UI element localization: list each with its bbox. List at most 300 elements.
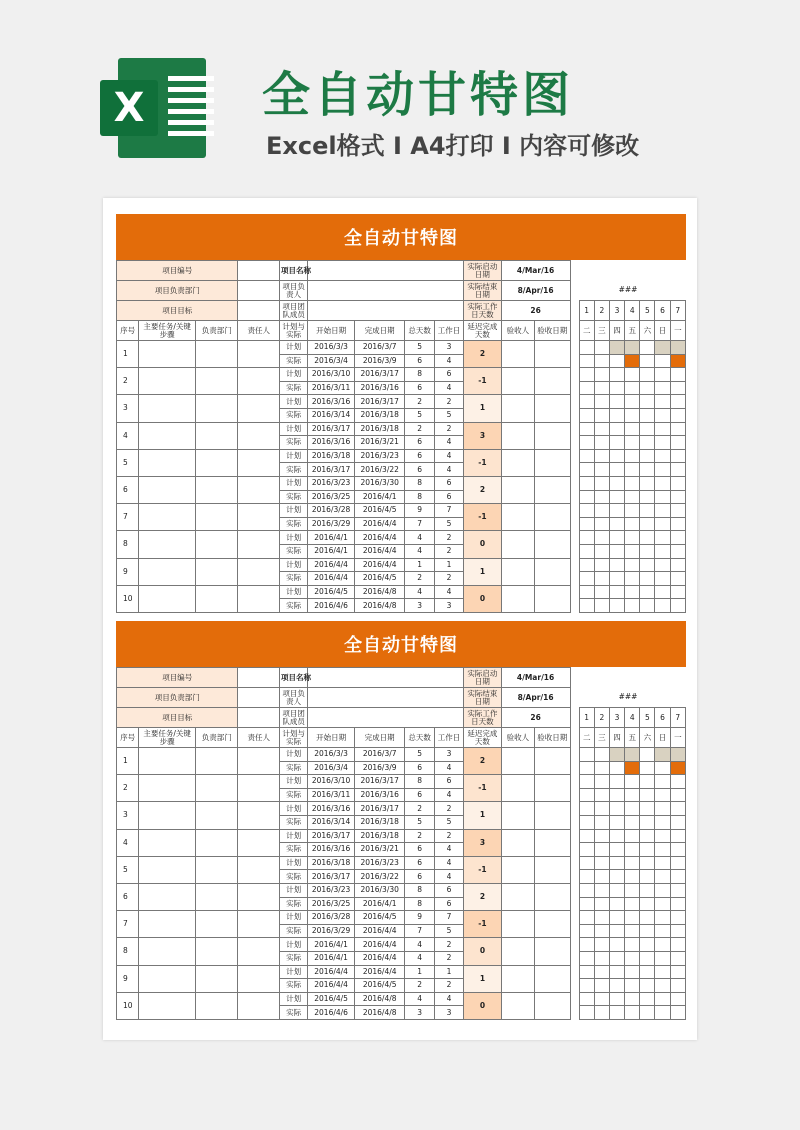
gantt-cell	[579, 572, 594, 586]
task-value: 2016/3/28	[308, 911, 355, 925]
gantt-cell	[670, 802, 685, 816]
task-value: 4	[434, 870, 463, 884]
task-dept	[195, 883, 238, 910]
acceptor	[501, 748, 534, 775]
gantt-cell	[655, 490, 670, 504]
gantt-cell	[625, 517, 640, 531]
task-value: 1	[434, 965, 463, 979]
start-date-value: 4/Mar/16	[501, 261, 570, 281]
gantt-cell	[640, 911, 655, 925]
weekday: 六	[640, 728, 655, 748]
gantt-cell	[609, 870, 624, 884]
gantt-cell	[579, 490, 594, 504]
gantt-cell	[655, 856, 670, 870]
goal-label: 项目目标	[117, 708, 238, 728]
task-value: 2016/4/5	[308, 585, 355, 599]
task-value: 6	[405, 354, 434, 368]
task-value: 2016/3/17	[308, 422, 355, 436]
gantt-cell	[670, 992, 685, 1006]
gantt-cell	[579, 924, 594, 938]
gantt-cell	[640, 368, 655, 382]
accept-date	[535, 585, 570, 612]
task-value: 8	[405, 883, 434, 897]
task-dept	[195, 585, 238, 612]
plan-type: 实际	[279, 463, 307, 477]
task-name	[139, 368, 196, 395]
gantt-cell	[594, 585, 609, 599]
gantt-cell	[579, 599, 594, 613]
task-value: 2016/4/6	[308, 1006, 355, 1020]
gantt-cell	[640, 558, 655, 572]
plan-type: 计划	[279, 965, 307, 979]
gantt-cell	[640, 381, 655, 395]
weekday: 五	[625, 321, 640, 341]
gantt-cell	[670, 856, 685, 870]
gantt-cell	[670, 843, 685, 857]
task-owner	[238, 802, 280, 829]
task-name	[139, 883, 196, 910]
gantt-cell	[594, 544, 609, 558]
task-value: 2	[434, 829, 463, 843]
gantt-cell	[609, 938, 624, 952]
gantt-cell	[609, 992, 624, 1006]
day-number: 1	[579, 708, 594, 728]
gantt-cell	[655, 395, 670, 409]
plan-type: 实际	[279, 951, 307, 965]
gantt-cell	[670, 341, 685, 355]
gantt-cell	[670, 938, 685, 952]
gantt-cell	[625, 408, 640, 422]
task-row	[117, 585, 686, 599]
task-name	[139, 775, 196, 802]
task-owner	[238, 368, 280, 395]
overflow-hash: ###	[618, 692, 638, 702]
task-value: 4	[434, 761, 463, 775]
task-dept	[195, 748, 238, 775]
gantt-cell	[609, 815, 624, 829]
task-value: 9	[405, 911, 434, 925]
task-row	[117, 938, 686, 952]
gantt-cell	[655, 585, 670, 599]
task-value: 8	[405, 490, 434, 504]
delay-days: 2	[464, 883, 501, 910]
task-no: 2	[117, 368, 139, 395]
day-number: 7	[670, 708, 685, 728]
task-dept	[195, 341, 238, 368]
task-owner	[238, 938, 280, 965]
column-header: 开始日期	[308, 728, 355, 748]
day-number: 4	[625, 708, 640, 728]
delay-days: 0	[464, 585, 501, 612]
plan-type: 实际	[279, 599, 307, 613]
delay-days: 2	[464, 476, 501, 503]
gantt-cell	[640, 951, 655, 965]
task-value: 4	[405, 992, 434, 1006]
gantt-cell	[594, 938, 609, 952]
gantt-cell	[655, 911, 670, 925]
gantt-cell	[609, 436, 624, 450]
gantt-cell	[625, 802, 640, 816]
gantt-cell	[640, 802, 655, 816]
gantt-cell	[625, 490, 640, 504]
day-number: 6	[655, 708, 670, 728]
gantt-cell	[670, 531, 685, 545]
plan-type: 计划	[279, 938, 307, 952]
gantt-cell	[594, 761, 609, 775]
task-value: 2016/3/3	[308, 341, 355, 355]
task-dept	[195, 531, 238, 558]
dept-label: 项目负责部门	[117, 281, 238, 301]
task-value: 2016/3/29	[308, 517, 355, 531]
gantt-cell	[609, 585, 624, 599]
task-value: 2	[405, 395, 434, 409]
gantt-cell	[655, 531, 670, 545]
gantt-cell	[625, 476, 640, 490]
plan-type: 计划	[279, 856, 307, 870]
task-value: 2016/3/29	[308, 924, 355, 938]
delay-days: -1	[464, 449, 501, 476]
gantt-cell	[594, 449, 609, 463]
acceptor	[501, 911, 534, 938]
day-number: 1	[579, 301, 594, 321]
gantt-cell	[625, 965, 640, 979]
task-name	[139, 965, 196, 992]
task-value: 5	[434, 408, 463, 422]
acceptor	[501, 883, 534, 910]
task-value: 3	[434, 748, 463, 762]
gantt-cell	[655, 449, 670, 463]
gantt-cell	[609, 883, 624, 897]
task-owner	[238, 775, 280, 802]
delay-days: -1	[464, 368, 501, 395]
task-name	[139, 911, 196, 938]
task-name	[139, 504, 196, 531]
weekday: 日	[655, 728, 670, 748]
accept-date	[535, 992, 570, 1019]
gantt-cell	[655, 802, 670, 816]
task-value: 6	[405, 870, 434, 884]
task-value: 2016/3/10	[308, 368, 355, 382]
gantt-cell	[609, 911, 624, 925]
task-value: 7	[434, 504, 463, 518]
info-row	[117, 668, 686, 688]
gantt-cell	[670, 476, 685, 490]
gantt-cell	[625, 870, 640, 884]
task-owner	[238, 422, 280, 449]
gantt-cell	[579, 815, 594, 829]
gantt-cell	[594, 408, 609, 422]
gantt-cell	[609, 395, 624, 409]
task-value: 4	[405, 544, 434, 558]
gantt-cell	[625, 911, 640, 925]
task-value: 2016/4/4	[354, 938, 405, 952]
task-value: 5	[434, 815, 463, 829]
info-row	[117, 261, 686, 281]
plan-type: 计划	[279, 883, 307, 897]
delay-days: 1	[464, 558, 501, 585]
delay-days: -1	[464, 911, 501, 938]
column-header: 责任人	[238, 321, 280, 341]
gantt-cell	[670, 504, 685, 518]
task-value: 2016/4/6	[308, 599, 355, 613]
task-value: 2016/3/23	[308, 476, 355, 490]
gantt-cell	[655, 599, 670, 613]
gantt-cell	[609, 341, 624, 355]
gantt-cell	[579, 517, 594, 531]
task-dept	[195, 395, 238, 422]
gantt-cell	[640, 517, 655, 531]
gantt-cell	[640, 463, 655, 477]
task-name	[139, 449, 196, 476]
task-value: 6	[434, 368, 463, 382]
task-owner	[238, 883, 280, 910]
gantt-cell	[609, 531, 624, 545]
weekday: 一	[670, 321, 685, 341]
workdays-value: 26	[501, 708, 570, 728]
info-row	[117, 281, 686, 301]
task-value: 2016/3/11	[308, 788, 355, 802]
workdays-label: 实际工作日天数	[464, 301, 501, 321]
task-row	[117, 829, 686, 843]
task-row	[117, 531, 686, 545]
task-owner	[238, 504, 280, 531]
gantt-cell	[594, 788, 609, 802]
task-value: 2016/4/4	[308, 979, 355, 993]
task-dept	[195, 829, 238, 856]
task-value: 6	[434, 897, 463, 911]
start-date-label: 实际启动日期	[464, 668, 501, 688]
task-no: 2	[117, 775, 139, 802]
task-row	[117, 422, 686, 436]
gantt-cell	[670, 951, 685, 965]
task-value: 2016/3/18	[308, 449, 355, 463]
weekday: 四	[609, 321, 624, 341]
task-value: 2016/3/18	[354, 408, 405, 422]
task-value: 2016/4/4	[354, 517, 405, 531]
acceptor	[501, 504, 534, 531]
grid-icon	[168, 76, 214, 140]
plan-type: 实际	[279, 517, 307, 531]
task-name	[139, 585, 196, 612]
task-value: 2016/3/17	[308, 870, 355, 884]
day-number: 5	[640, 708, 655, 728]
gantt-cell	[655, 829, 670, 843]
task-value: 2	[405, 829, 434, 843]
task-value: 2016/3/25	[308, 490, 355, 504]
task-value: 4	[434, 436, 463, 450]
gantt-cell	[670, 775, 685, 789]
gantt-cell	[655, 924, 670, 938]
task-value: 4	[434, 992, 463, 1006]
plan-type: 计划	[279, 504, 307, 518]
task-value: 7	[405, 517, 434, 531]
plan-type: 计划	[279, 802, 307, 816]
task-value: 2016/3/17	[354, 775, 405, 789]
task-value: 2016/3/16	[308, 436, 355, 450]
gantt-cell	[579, 788, 594, 802]
gantt-cell	[655, 544, 670, 558]
task-value: 4	[405, 938, 434, 952]
task-dept	[195, 558, 238, 585]
column-header: 延迟完成天数	[464, 321, 501, 341]
gantt-cell	[625, 381, 640, 395]
task-value: 2	[405, 979, 434, 993]
accept-date	[535, 802, 570, 829]
task-value: 8	[405, 775, 434, 789]
gantt-cell	[640, 897, 655, 911]
task-value: 1	[405, 558, 434, 572]
task-value: 2016/3/11	[308, 381, 355, 395]
task-value: 2016/4/8	[354, 992, 405, 1006]
task-value: 2	[434, 422, 463, 436]
task-value: 2016/3/16	[308, 802, 355, 816]
gantt-cell	[579, 449, 594, 463]
gantt-cell	[640, 531, 655, 545]
task-value: 2016/3/9	[354, 761, 405, 775]
gantt-cell	[640, 436, 655, 450]
column-header: 工作日	[434, 728, 463, 748]
accept-date	[535, 965, 570, 992]
task-value: 2016/4/1	[354, 490, 405, 504]
gantt-cell	[609, 517, 624, 531]
plan-type: 实际	[279, 843, 307, 857]
gantt-cell	[594, 599, 609, 613]
task-value: 2	[434, 938, 463, 952]
gantt-cell	[579, 354, 594, 368]
gantt-cell	[609, 599, 624, 613]
gantt-cell	[640, 815, 655, 829]
goal-label: 项目目标	[117, 301, 238, 321]
gantt-cell	[640, 938, 655, 952]
column-header: 序号	[117, 321, 139, 341]
column-header-row	[117, 728, 686, 748]
task-value: 4	[434, 463, 463, 477]
task-row	[117, 476, 686, 490]
task-value: 2	[405, 422, 434, 436]
plan-type: 实际	[279, 897, 307, 911]
gantt-cell	[579, 558, 594, 572]
gantt-table	[116, 260, 686, 613]
task-row	[117, 883, 686, 897]
task-value: 2016/3/17	[308, 463, 355, 477]
accept-date	[535, 829, 570, 856]
gantt-cell	[655, 572, 670, 586]
task-row	[117, 504, 686, 518]
project-no-label: 项目编号	[117, 668, 238, 688]
gantt-cell	[579, 802, 594, 816]
gantt-cell	[640, 1006, 655, 1020]
gantt-cell	[670, 585, 685, 599]
gantt-cell	[594, 381, 609, 395]
project-name-label: 项目名称	[279, 668, 307, 688]
gantt-cell	[670, 436, 685, 450]
gantt-cell	[670, 368, 685, 382]
gantt-cell	[655, 992, 670, 1006]
delay-days: 1	[464, 802, 501, 829]
gantt-cell	[625, 938, 640, 952]
gantt-cell	[609, 761, 624, 775]
gantt-cell	[609, 572, 624, 586]
task-value: 2016/3/23	[354, 856, 405, 870]
gantt-cell	[594, 843, 609, 857]
task-value: 4	[434, 788, 463, 802]
column-header: 验收日期	[535, 321, 570, 341]
gantt-cell	[640, 761, 655, 775]
gantt-cell	[655, 965, 670, 979]
gantt-cell	[609, 368, 624, 382]
gantt-cell	[594, 436, 609, 450]
accept-date	[535, 748, 570, 775]
gantt-cell	[670, 395, 685, 409]
plan-type: 计划	[279, 775, 307, 789]
plan-type: 计划	[279, 368, 307, 382]
gantt-cell	[640, 979, 655, 993]
gantt-cell	[594, 463, 609, 477]
task-owner	[238, 748, 280, 775]
task-value: 2	[405, 802, 434, 816]
task-no: 4	[117, 829, 139, 856]
task-value: 2	[434, 544, 463, 558]
task-dept	[195, 802, 238, 829]
accept-date	[535, 504, 570, 531]
acceptor	[501, 802, 534, 829]
acceptor	[501, 368, 534, 395]
gantt-cell	[594, 815, 609, 829]
gantt-cell	[609, 856, 624, 870]
team-label: 项目团队成员	[279, 301, 307, 321]
gantt-cell	[670, 829, 685, 843]
plan-type: 计划	[279, 748, 307, 762]
task-value: 2016/4/4	[354, 558, 405, 572]
acceptor	[501, 829, 534, 856]
plan-type: 计划	[279, 341, 307, 355]
gantt-cell	[625, 585, 640, 599]
gantt-cell	[640, 504, 655, 518]
gantt-cell	[609, 463, 624, 477]
gantt-cell	[670, 381, 685, 395]
gantt-cell	[655, 354, 670, 368]
gantt-cell	[670, 911, 685, 925]
task-value: 9	[405, 504, 434, 518]
accept-date	[535, 368, 570, 395]
task-value: 4	[405, 585, 434, 599]
end-date-value: 8/Apr/16	[501, 281, 570, 301]
gantt-cell	[609, 1006, 624, 1020]
task-owner	[238, 476, 280, 503]
gantt-cell	[670, 354, 685, 368]
task-value: 2016/3/4	[308, 354, 355, 368]
gantt-cell	[609, 408, 624, 422]
weekday: 二	[579, 728, 594, 748]
gantt-cell	[655, 558, 670, 572]
weekday: 三	[594, 728, 609, 748]
gantt-cell	[625, 897, 640, 911]
column-header: 计划与实际	[279, 728, 307, 748]
task-value: 2016/3/18	[354, 815, 405, 829]
gantt-cell	[594, 341, 609, 355]
plan-type: 实际	[279, 381, 307, 395]
gantt-cell	[625, 572, 640, 586]
task-value: 6	[405, 788, 434, 802]
delay-days: 1	[464, 395, 501, 422]
task-row	[117, 341, 686, 355]
gantt-cell	[670, 572, 685, 586]
gantt-cell	[655, 748, 670, 762]
task-value: 2	[434, 572, 463, 586]
gantt-cell	[594, 1006, 609, 1020]
plan-type: 计划	[279, 829, 307, 843]
plan-type: 实际	[279, 924, 307, 938]
